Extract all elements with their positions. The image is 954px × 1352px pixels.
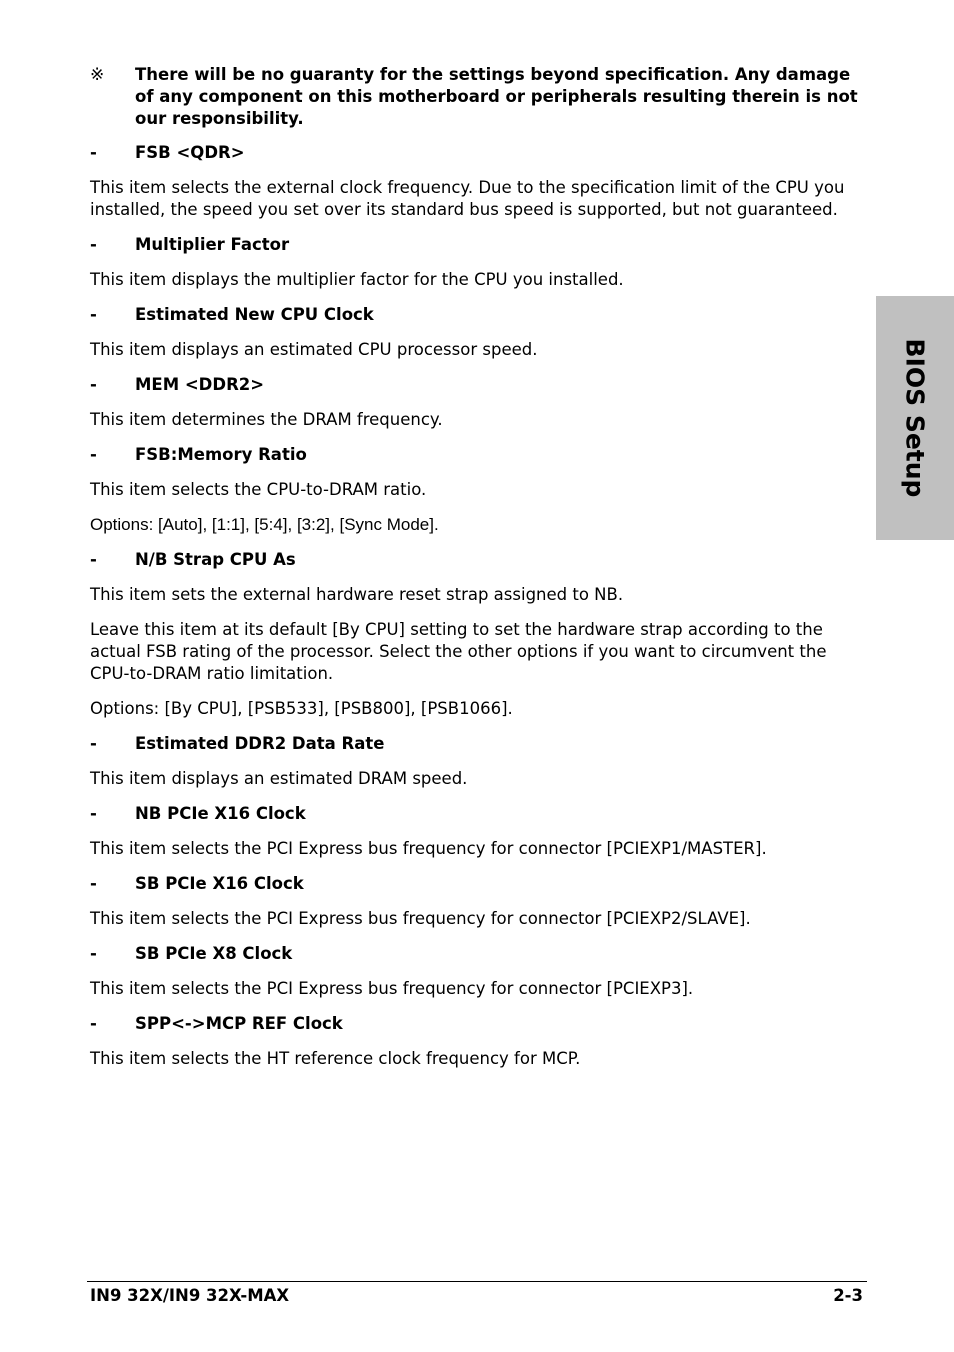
item-bullet-dash: -: [90, 550, 97, 569]
item-bullet-dash: -: [90, 143, 97, 162]
side-tab-label: BIOS Setup: [900, 338, 930, 498]
item-description: This item selects the CPU-to-DRAM ratio.: [90, 480, 427, 499]
item-title: NB PCIe X16 Clock: [135, 804, 306, 823]
item-heading: [90, 733, 860, 755]
item-description: This item displays the multiplier factor for the CPU you installed.: [90, 270, 624, 289]
item-description: This item selects the PCI Express bus frequency for connector [PCIEXP1/MASTER].: [90, 839, 767, 858]
item-bullet-dash: -: [90, 305, 97, 324]
item-heading: [90, 444, 860, 466]
item-bullet-dash: -: [90, 734, 97, 753]
item-title: SB PCIe X8 Clock: [135, 944, 293, 963]
warning-text: There will be no guaranty for the settings beyond specification. Any damage of any component on this motherboard or peripherals resulting therein is not our responsibility.: [135, 65, 858, 128]
item-title: FSB:Memory Ratio: [135, 445, 307, 464]
item-title: SB PCIe X16 Clock: [135, 874, 304, 893]
bios-items-list: [90, 142, 860, 1083]
item-description: Options: [By CPU], [PSB533], [PSB800], [PSB1066].: [90, 699, 513, 718]
item-heading: [90, 234, 860, 256]
item-heading: [90, 803, 860, 825]
item-description: Leave this item at its default [By CPU] setting to set the hardware strap according to the actual FSB rating of the processor. Select the other options if you want to circumvent the CPU-to-DRAM ratio limitation.: [90, 620, 827, 683]
side-tab: [876, 296, 954, 540]
footer-model: IN9 32X/IN9 32X-MAX: [90, 1286, 290, 1305]
item-description: This item selects the PCI Express bus frequency for connector [PCIEXP3].: [90, 979, 694, 998]
item-bullet-dash: -: [90, 804, 97, 823]
item-heading: [90, 142, 860, 164]
footer-divider: [87, 1281, 867, 1282]
item-heading: [90, 304, 860, 326]
item-description: This item determines the DRAM frequency.: [90, 410, 443, 429]
item-description: This item displays an estimated DRAM speed.: [90, 769, 468, 788]
item-description: This item selects the HT reference clock frequency for MCP.: [90, 1049, 581, 1068]
item-title: MEM <DDR2>: [135, 375, 265, 394]
item-description: This item displays an estimated CPU processor speed.: [90, 340, 538, 359]
item-title: N/B Strap CPU As: [135, 550, 296, 569]
item-heading: [90, 374, 860, 396]
item-title: Multiplier Factor: [135, 235, 290, 254]
item-heading: [90, 1013, 860, 1035]
item-description: This item selects the PCI Express bus frequency for connector [PCIEXP2/SLAVE].: [90, 909, 751, 928]
item-bullet-dash: -: [90, 445, 97, 464]
item-bullet-dash: -: [90, 874, 97, 893]
item-bullet-dash: -: [90, 375, 97, 394]
footer-page-number: 2-3: [833, 1286, 863, 1305]
item-title: Estimated DDR2 Data Rate: [135, 734, 385, 753]
item-description: Options: [Auto], [1:1], [5:4], [3:2], [Sync Mode].: [90, 515, 439, 534]
item-heading: [90, 943, 860, 965]
item-bullet-dash: -: [90, 235, 97, 254]
item-bullet-dash: -: [90, 944, 97, 963]
item-title: SPP<->MCP REF Clock: [135, 1014, 343, 1033]
item-title: FSB <QDR>: [135, 143, 245, 162]
item-bullet-dash: -: [90, 1014, 97, 1033]
item-description: This item sets the external hardware reset strap assigned to NB.: [90, 585, 624, 604]
item-heading: [90, 873, 860, 895]
item-description: This item selects the external clock frequency. Due to the specification limit of the CPU you installed, the speed you set over its standard bus speed is supported, but not guaranteed.: [90, 178, 845, 219]
item-title: Estimated New CPU Clock: [135, 305, 374, 324]
warning-note: [90, 64, 860, 130]
reference-mark-icon: ※: [90, 65, 105, 85]
item-heading: [90, 549, 860, 571]
